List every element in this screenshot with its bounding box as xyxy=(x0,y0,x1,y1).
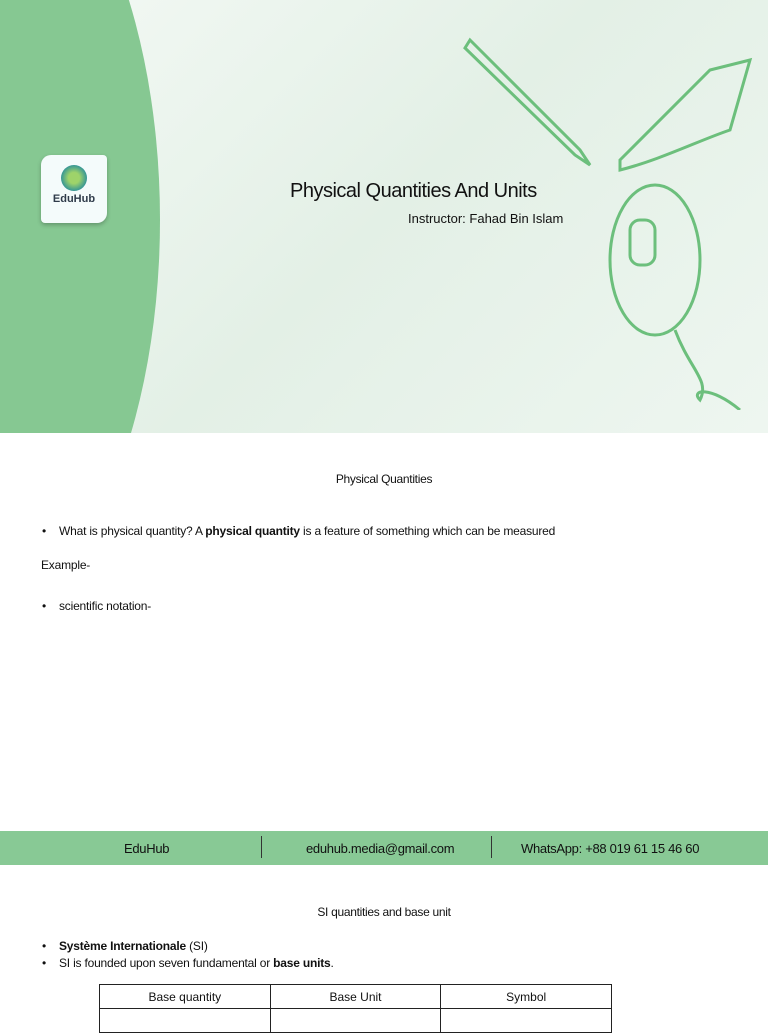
instructor: Instructor: Fahad Bin Islam xyxy=(408,211,564,226)
divider xyxy=(261,836,262,858)
text: (SI) xyxy=(185,939,208,953)
text: is a feature of something which can be measured xyxy=(299,524,556,538)
eduhub-logo xyxy=(41,155,107,223)
header-cell: Base Unit xyxy=(270,985,441,1009)
section-heading: SI quantities and base unit xyxy=(317,905,451,919)
cell xyxy=(441,1009,612,1033)
header-cell: Base quantity xyxy=(100,985,271,1009)
bold-term: base units xyxy=(273,956,331,970)
cell xyxy=(100,1009,271,1033)
bold-term: Système Internationale xyxy=(59,939,186,953)
table-row xyxy=(100,1009,612,1033)
bullet-si xyxy=(59,939,208,953)
table-header-row xyxy=(100,985,612,1009)
bullet-notation: • scientific notation- xyxy=(59,599,151,613)
cover-slide xyxy=(0,0,768,433)
page-title: Physical Quantities And Units xyxy=(290,180,537,202)
text: What is physical quantity? A xyxy=(59,524,206,538)
divider xyxy=(491,836,492,858)
bold-term: physical quantity xyxy=(205,524,300,538)
text: SI is founded upon seven fundamental or xyxy=(59,956,274,970)
footer-bar xyxy=(0,831,768,865)
text: . xyxy=(330,956,334,970)
cell xyxy=(270,1009,441,1033)
footer-brand: EduHub xyxy=(124,841,170,856)
logo-text: EduHub xyxy=(52,193,96,205)
bullet-definition xyxy=(59,524,555,538)
bullet-base-units xyxy=(59,956,334,970)
si-table xyxy=(99,984,612,1033)
section-heading: Physical Quantities xyxy=(335,472,433,486)
footer-whatsapp: WhatsApp: +88 019 61 15 46 60 xyxy=(521,841,700,856)
example-label: Example- xyxy=(41,558,91,572)
header-cell: Symbol xyxy=(441,985,612,1009)
footer-email[interactable]: eduhub.media@gmail.com xyxy=(306,841,455,856)
lightbulb-icon xyxy=(61,165,87,191)
